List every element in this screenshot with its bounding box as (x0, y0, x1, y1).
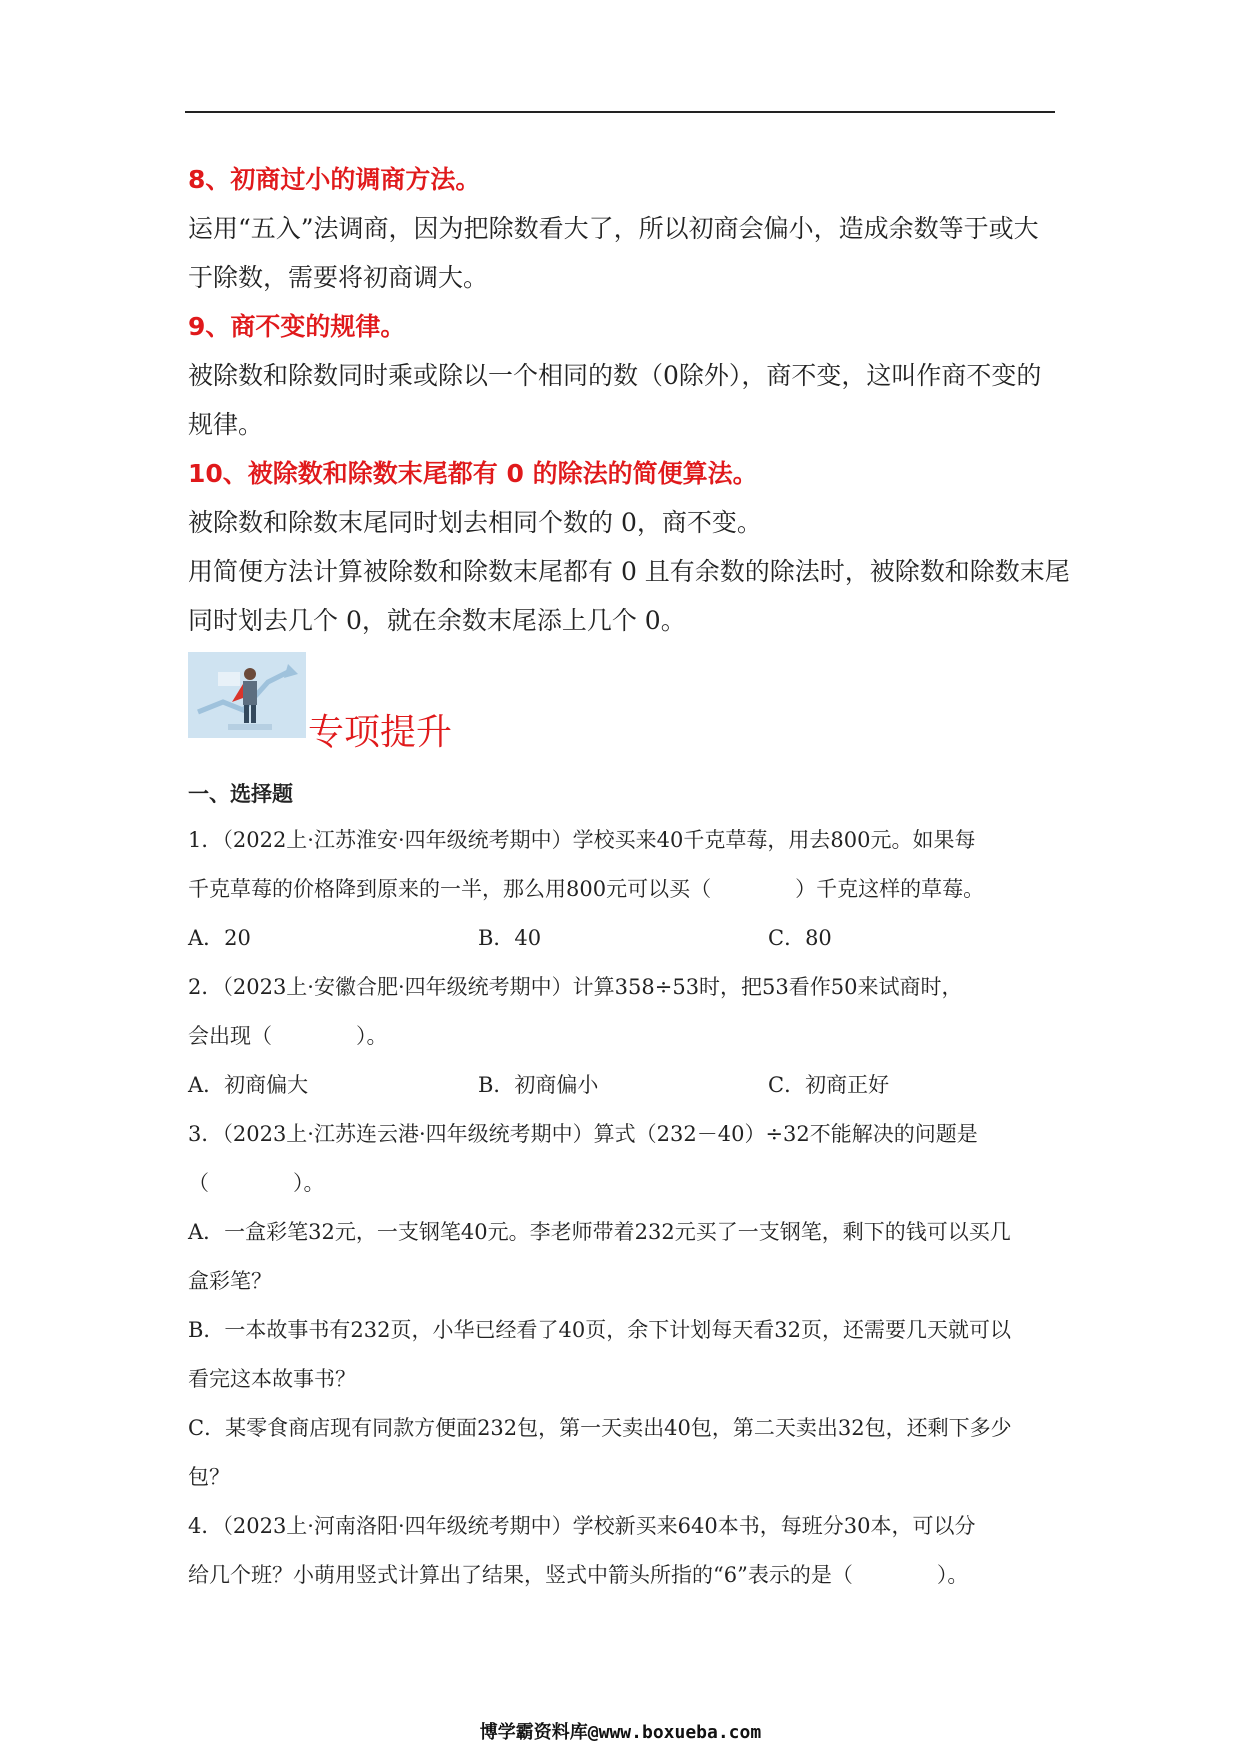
section-9-text-2: 规律。 (188, 410, 264, 439)
question-1-options (188, 914, 1058, 963)
choice-section-title: 一、选择题 (188, 782, 293, 806)
section-10-text-2: 用简便方法计算被除数和除数末尾都有 0 且有余数的除法时，被除数和除数末尾 (188, 557, 1070, 586)
question-3-option-a-2: 盒彩笔？ (188, 1269, 272, 1293)
document-body (188, 155, 1070, 645)
question-3-option-a-1: A．一盒彩笔32元，一支钢笔40元。李老师带着232元买了一支钢笔，剩下的钱可以买几 (188, 1220, 1011, 1244)
question-1-line-1: 1．（2022上·江苏淮安·四年级统考期中）学校买来40千克草莓，用去800元。如果每 (188, 828, 976, 852)
teacher-illustration (188, 652, 306, 738)
question-3-line-2: （ ）。 (188, 1171, 325, 1195)
question-3-line-1: 3．（2023上·江苏连云港·四年级统考期中）算式（232－40）÷32不能解决的问题是 (188, 1122, 978, 1146)
section-10-text-3: 同时划去几个 0，就在余数末尾添上几个 0。 (188, 606, 686, 635)
option-b: B．40 (478, 926, 542, 950)
option-b: B．初商偏小 (478, 1073, 599, 1097)
section-9-title: 9、商不变的规律。 (188, 312, 406, 341)
header-rule (185, 111, 1055, 113)
section-8-title: 8、初商过小的调商方法。 (188, 165, 481, 194)
banner-title: 专项提升 (308, 712, 453, 753)
question-1-line-2: 千克草莓的价格降到原来的一半，那么用800元可以买（ ）千克这样的草莓。 (188, 877, 985, 901)
question-2-line-1: 2．（2023上·安徽合肥·四年级统考期中）计算358÷53时，把53看作50来试商时， (188, 975, 963, 999)
option-a: A．20 (188, 926, 251, 950)
section-10-title: 10、被除数和除数末尾都有 0 的除法的简便算法。 (188, 459, 758, 488)
option-a: A．初商偏大 (188, 1073, 309, 1097)
question-3-option-c-1: C．某零食商店现有同款方便面232包，第一天卖出40包，第二天卖出32包，还剩下多少 (188, 1416, 1012, 1440)
question-4-line-2: 给几个班？小萌用竖式计算出了结果，竖式中箭头所指的“6”表示的是（ ）。 (188, 1563, 969, 1587)
question-3-option-c-2: 包？ (188, 1465, 230, 1489)
question-4-line-1: 4．（2023上·河南洛阳·四年级统考期中）学校新买来640本书，每班分30本，可以分 (188, 1514, 976, 1538)
exercise-section (188, 772, 1058, 1600)
question-3-option-b-1: B．一本故事书有232页，小华已经看了40页，余下计划每天看32页，还需要几天就可以 (188, 1318, 1011, 1342)
special-practice-banner (188, 652, 488, 752)
question-2-options (188, 1061, 1058, 1110)
question-2-line-2: 会出现（ ）。 (188, 1024, 388, 1048)
section-8-text-2: 于除数，需要将初商调大。 (188, 263, 489, 292)
option-c: C．初商正好 (768, 1073, 890, 1097)
question-3-option-b-2: 看完这本故事书？ (188, 1367, 356, 1391)
section-10-text-1: 被除数和除数末尾同时划去相同个数的 0，商不变。 (188, 508, 762, 537)
section-9-text-1: 被除数和除数同时乘或除以一个相同的数（0除外），商不变，这叫作商不变的 (188, 361, 1042, 390)
option-c: C．80 (768, 926, 832, 950)
section-8-text-1: 运用“五入”法调商，因为把除数看大了，所以初商会偏小，造成余数等于或大 (188, 214, 1039, 243)
footer-watermark: 博学霸资料库@www.boxueba.com (479, 1722, 762, 1743)
